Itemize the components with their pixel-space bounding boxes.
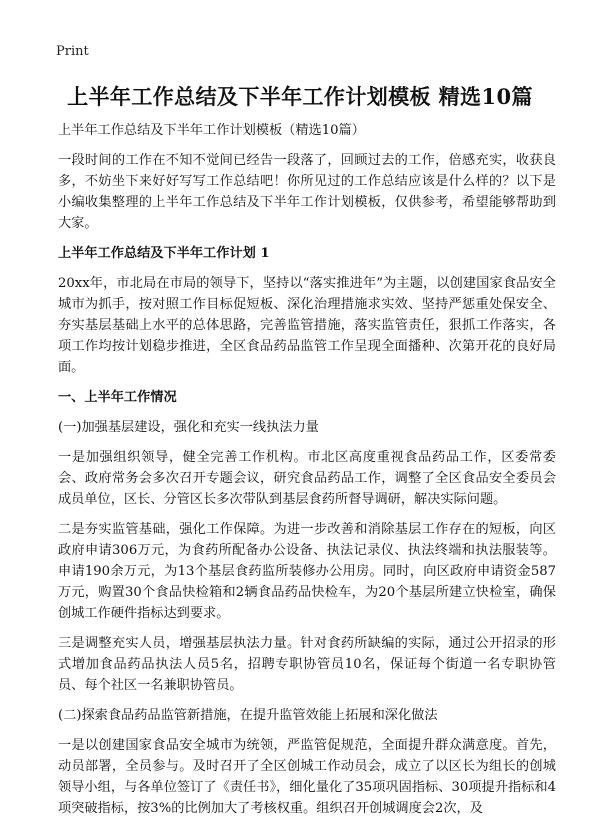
body-paragraph: 一是以创建国家食品安全城市为统领，严监管促规范，全面提升群众满意度。首先，动员部署，全员参与。及时召开了全区创城工作动员会，成立了以区长为组长的创城领导小组，与各单位签订了《责任书》，细化量化了35项巩固指标、30项提升指标和4项突破指标，按3%的比例加大了考核权重。组织召开创城调度会2次，及 <box>58 738 556 816</box>
print-link[interactable]: Print <box>56 44 89 59</box>
body-paragraph: 一是加强组织领导，健全完善工作机构。市北区高度重视食品药品工作，区委常委会、政府常务会多次召开专题会议，研究食品药品工作，调整了全区食品安全委员会成员单位，区长、分管区长多次带队到基层食药所督导调研，解决实际问题。 <box>58 450 556 507</box>
body-paragraph: 三是调整充实人员，增强基层执法力量。针对食药所缺编的实际，通过公开招录的形式增加食品药品执法人员5名，招聘专职协管员10名，保证每个街道一名专职协管员、每个社区一名兼职协管员。 <box>58 636 556 693</box>
document-body <box>58 120 556 819</box>
part-heading: 一、上半年工作情况 <box>58 390 177 405</box>
subsection-heading: (二)探索食品药品监管新措施，在提升监管效能上拓展和深化做法 <box>58 708 438 723</box>
page-title: 上半年工作总结及下半年工作计划模板 精选10篇 <box>67 84 533 109</box>
body-paragraph: 二是夯实监管基础，强化工作保障。为进一步改善和消除基层工作存在的短板，向区政府申请306万元，为食药所配备办公设备、执法记录仪、执法终端和执法服装等。申请190余万元，为13个基层食药监所装修办公用房。同时，向区政府申请资金587万元，购置30个食品快检箱和2辆食品药品快检车，为20个基层所建立快检室，确保创城工作硬件指标达到要求。 <box>58 522 556 621</box>
subsection-heading: (一)加强基层建设，强化和充实一线执法力量 <box>58 420 319 435</box>
body-paragraph: 20xx年，市北局在市局的领导下，坚持以“落实推进年”为主题，以创建国家食品安全城市为抓手，按对照工作目标促短板、深化治理措施求实效、坚持严惩重处保安全、夯实基层基础上水平的总体思路，完善监管措施，落实监管责任，狠抓工作落实，各项工作均按计划稳步推进，全区食品药品监管工作呈现全面播种、次第开花的良好局面。 <box>58 276 556 375</box>
document-subtitle: 上半年工作总结及下半年工作计划模板（精选10篇） <box>58 123 365 138</box>
section-heading: 上半年工作总结及下半年工作计划 1 <box>58 246 270 261</box>
intro-paragraph: 一段时间的工作在不知不觉间已经告一段落了，回顾过去的工作，倍感充实，收获良多，不妨坐下来好好写写工作总结吧！你所见过的工作总结应该是什么样的？以下是小编收集整理的上半年工作总结及下半年工作计划模板，仅供参考，希望能够帮助到大家。 <box>58 153 556 231</box>
